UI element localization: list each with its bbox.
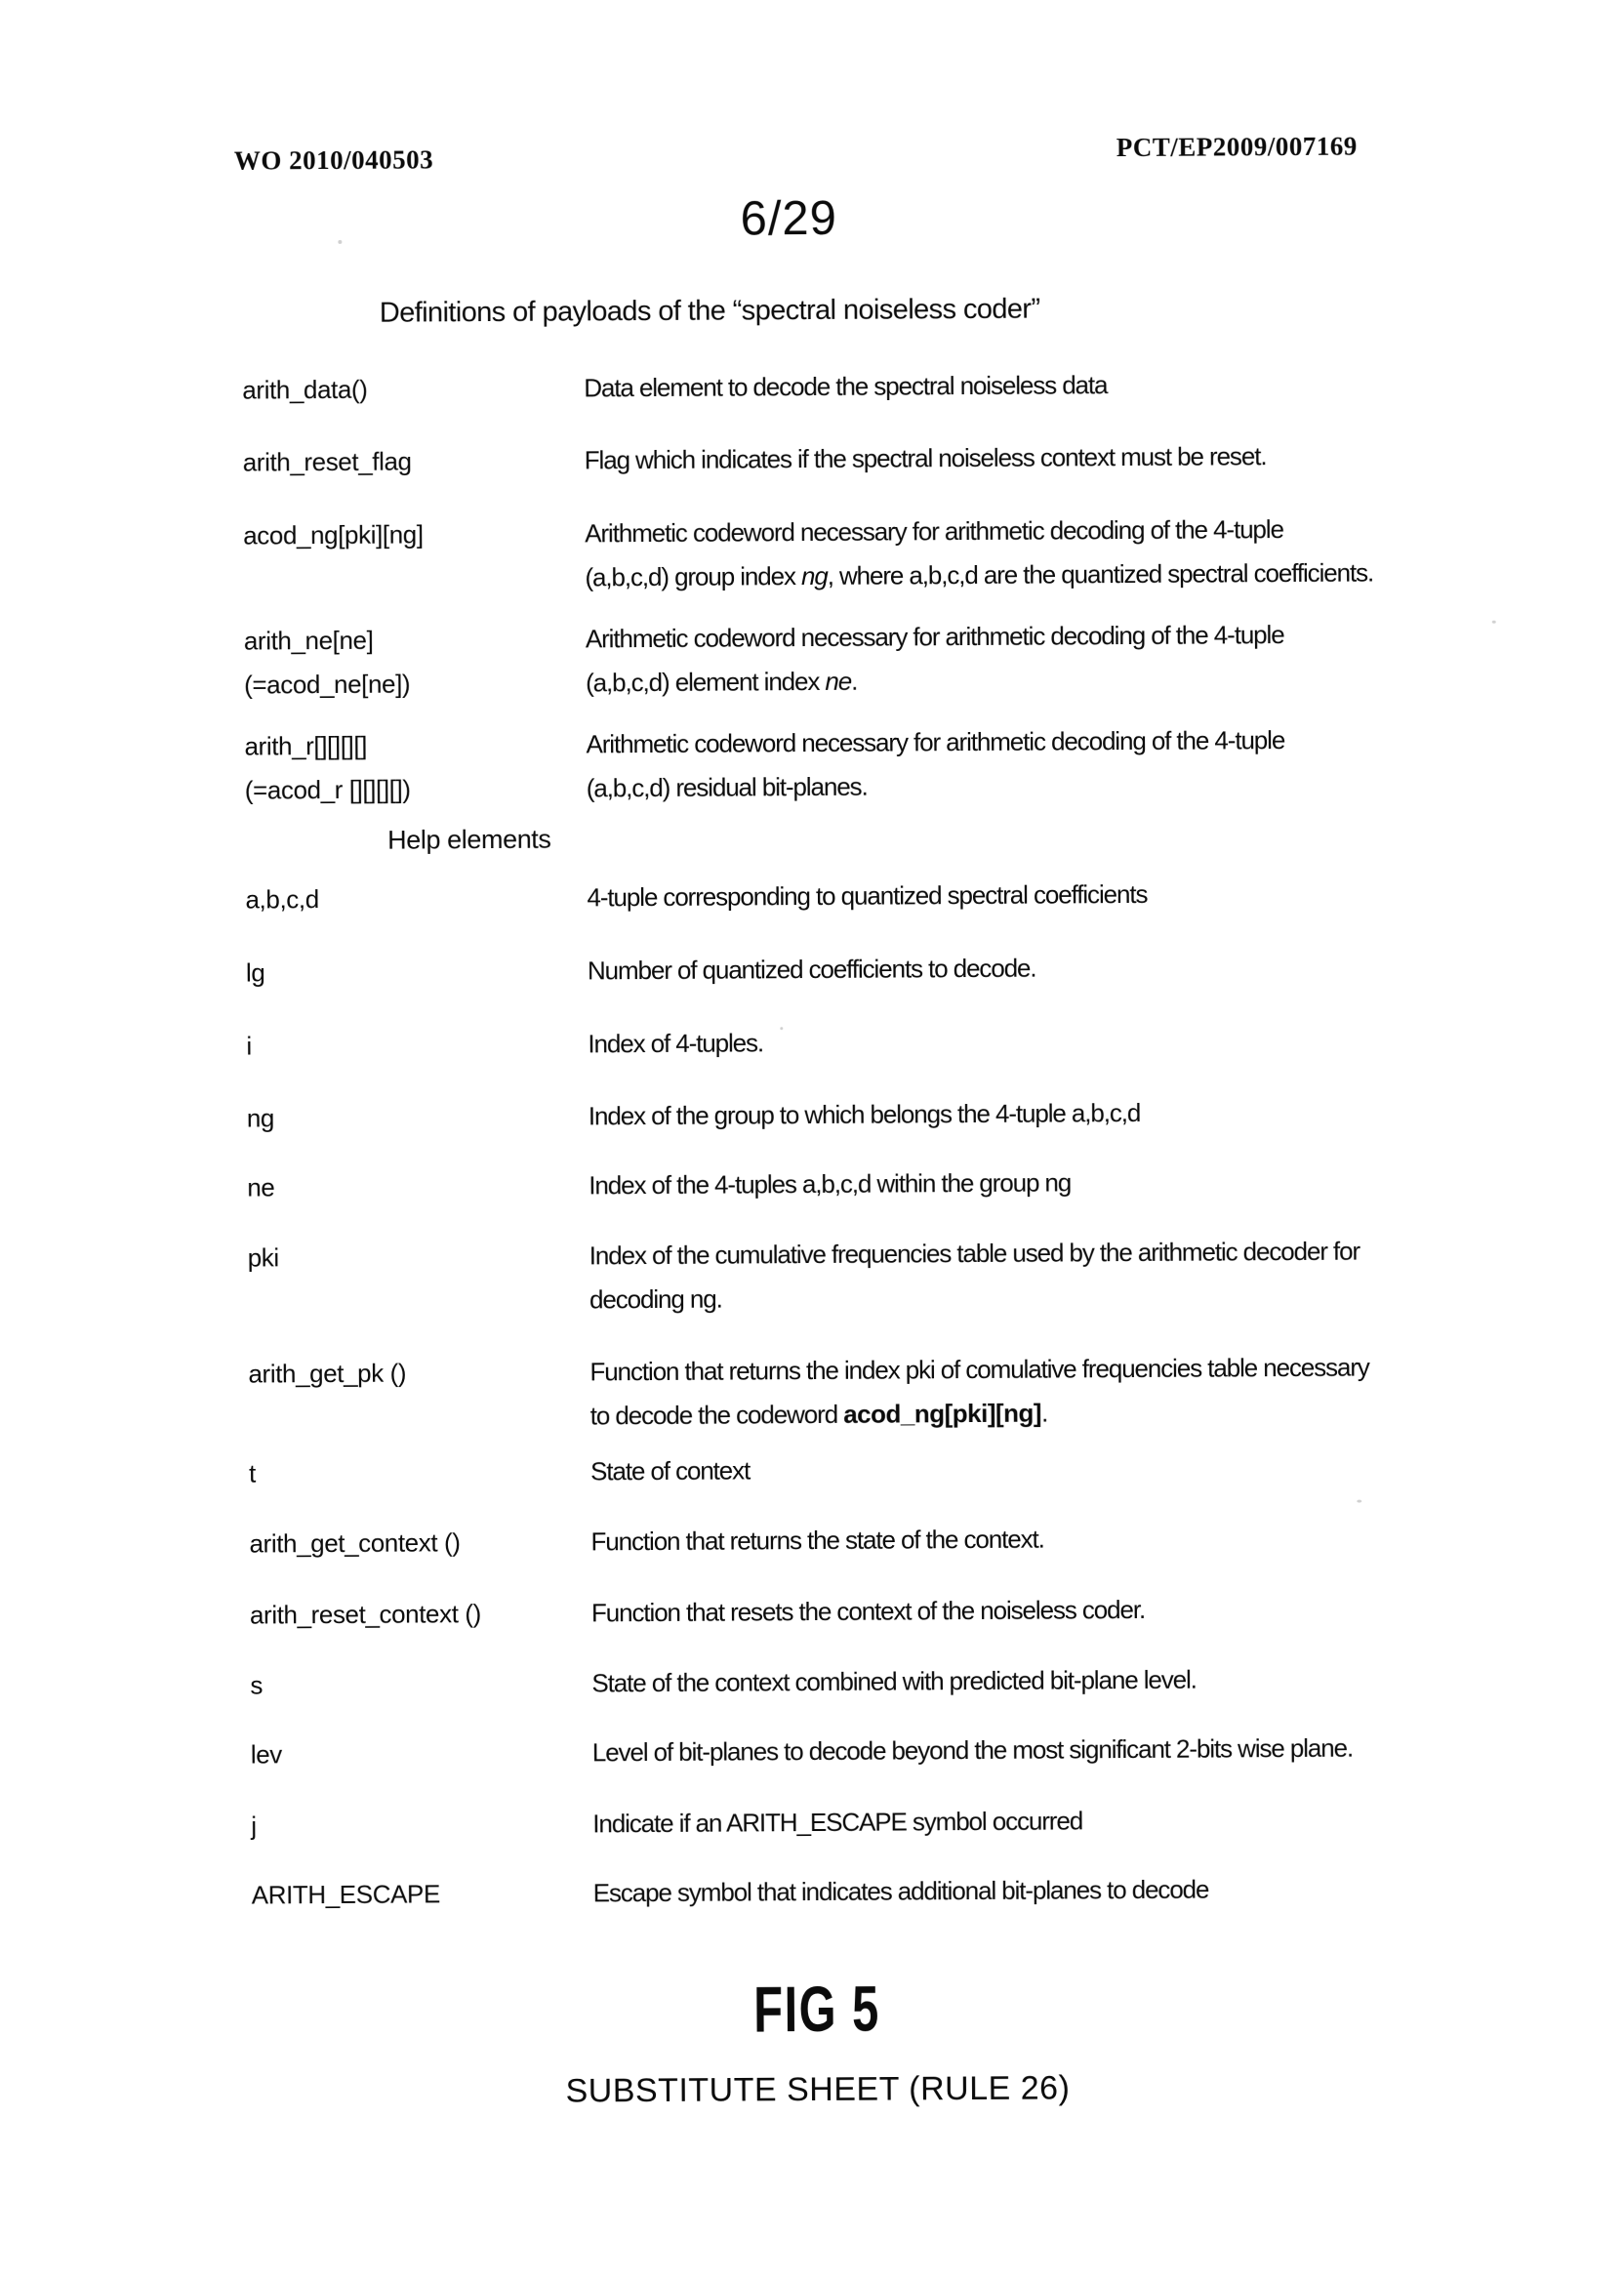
substitute-sheet-note: SUBSTITUTE SHEET (RULE 26) bbox=[565, 2069, 1071, 2110]
table-row bbox=[3, 1585, 1624, 1630]
help-elements-heading: Help elements bbox=[387, 824, 551, 855]
table-row bbox=[4, 1725, 1624, 1770]
payload-term: arith_reset_flag bbox=[242, 446, 412, 477]
payload-description: Escape symbol that indicates additional bit-planes to decode bbox=[592, 1874, 1209, 1908]
payload-description: Number of quantized coefficients to decode. bbox=[587, 953, 1036, 986]
page-title: Definitions of payloads of the “spectral noiseless coder” bbox=[379, 293, 1040, 329]
table-row bbox=[0, 432, 1620, 477]
payload-term: acod_ng[pki][ng] bbox=[243, 519, 424, 550]
payload-description: Flag which indicates if the spectral noiseless context must be reset. bbox=[584, 441, 1267, 475]
payload-term: lev bbox=[250, 1739, 282, 1770]
payload-term: arith_ne[ne] (=acod_ne[ne]) bbox=[243, 625, 411, 700]
payload-description: Function that returns the index pki of comulative frequencies table necessary to decode the codeword acod_ng[pki][ng]. bbox=[589, 1352, 1369, 1431]
table-row bbox=[5, 1865, 1624, 1910]
payload-description: State of context bbox=[589, 1455, 751, 1486]
scan-speck bbox=[780, 1027, 783, 1030]
table-row bbox=[2, 1514, 1624, 1559]
scan-speck bbox=[1492, 621, 1496, 624]
payload-description: Arithmetic codeword necessary for arithmetic decoding of the 4-tuple (a,b,c,d) group index ng, where a,b,c,d are the quantized spectral coefficients. bbox=[585, 514, 1374, 592]
payload-term: arith_get_pk () bbox=[248, 1358, 407, 1389]
table-row bbox=[0, 506, 1620, 592]
scan-speck bbox=[338, 240, 342, 244]
payload-description: Index of the 4-tuples a,b,c,d within the group ng bbox=[589, 1167, 1072, 1201]
table-row bbox=[0, 1016, 1623, 1061]
payload-description: Arithmetic codeword necessary for arithmetic decoding of the 4-tuple (a,b,c,d) residual bit-planes. bbox=[586, 725, 1285, 803]
table-row bbox=[0, 870, 1622, 915]
table-row bbox=[0, 943, 1623, 988]
payload-description: State of the context combined with predicted bit-plane level. bbox=[591, 1664, 1197, 1698]
payload-description: Level of bit-planes to decode beyond the most significant 2-bits wise plane. bbox=[591, 1732, 1354, 1768]
payload-description: Index of 4-tuples. bbox=[588, 1028, 764, 1059]
scan-speck bbox=[1357, 1500, 1361, 1503]
payload-term: t bbox=[248, 1458, 256, 1488]
payload-term: a,b,c,d bbox=[245, 884, 319, 915]
table-row bbox=[0, 1158, 1624, 1202]
payload-term: arith_data() bbox=[242, 374, 368, 405]
payload-term: arith_reset_context () bbox=[249, 1599, 481, 1630]
payload-term: arith_get_context () bbox=[249, 1527, 461, 1559]
sheet-number: 6/29 bbox=[740, 191, 838, 246]
table-row bbox=[4, 1796, 1624, 1841]
payload-description: Function that resets the context of the noiseless coder. bbox=[590, 1594, 1146, 1628]
publication-number: WO 2010/040503 bbox=[233, 144, 434, 176]
payload-term: ng bbox=[246, 1103, 275, 1133]
payload-term: ARITH_ESCAPE bbox=[251, 1879, 440, 1910]
table-row bbox=[1, 1228, 1624, 1315]
table-row bbox=[0, 1088, 1624, 1133]
table-row bbox=[3, 1655, 1624, 1700]
application-number: PCT/EP2009/007169 bbox=[1116, 131, 1358, 163]
payload-term: arith_r[][][][] (=acod_r [][][][]) bbox=[244, 730, 411, 805]
table-row bbox=[1, 1344, 1624, 1431]
payload-term: s bbox=[250, 1670, 264, 1700]
payload-description: Index of the group to which belongs the 4-tuple a,b,c,d bbox=[588, 1097, 1141, 1131]
table-row bbox=[0, 716, 1621, 805]
payload-description: Indicate if an ARITH_ESCAPE symbol occurred bbox=[592, 1806, 1083, 1839]
payload-description: Function that returns the state of the context. bbox=[590, 1524, 1044, 1557]
payload-term: ne bbox=[247, 1172, 275, 1202]
table-row bbox=[0, 611, 1621, 700]
payload-term: pki bbox=[247, 1242, 279, 1273]
payload-description: 4-tuple corresponding to quantized spectral coefficients bbox=[587, 878, 1148, 913]
payload-description: Arithmetic codeword necessary for arithmetic decoding of the 4-tuple (a,b,c,d) element index ne. bbox=[585, 620, 1284, 698]
payload-term: lg bbox=[245, 957, 265, 988]
payload-description: Data element to decode the spectral noiseless data bbox=[584, 370, 1108, 403]
figure-label: FIG 5 bbox=[753, 1972, 881, 2046]
payload-description: Index of the cumulative frequencies table used by the arithmetic decoder for decoding ng. bbox=[589, 1236, 1360, 1315]
table-row bbox=[0, 360, 1619, 405]
table-row bbox=[2, 1444, 1624, 1488]
payload-term: j bbox=[251, 1811, 257, 1841]
payload-term: i bbox=[246, 1031, 252, 1061]
